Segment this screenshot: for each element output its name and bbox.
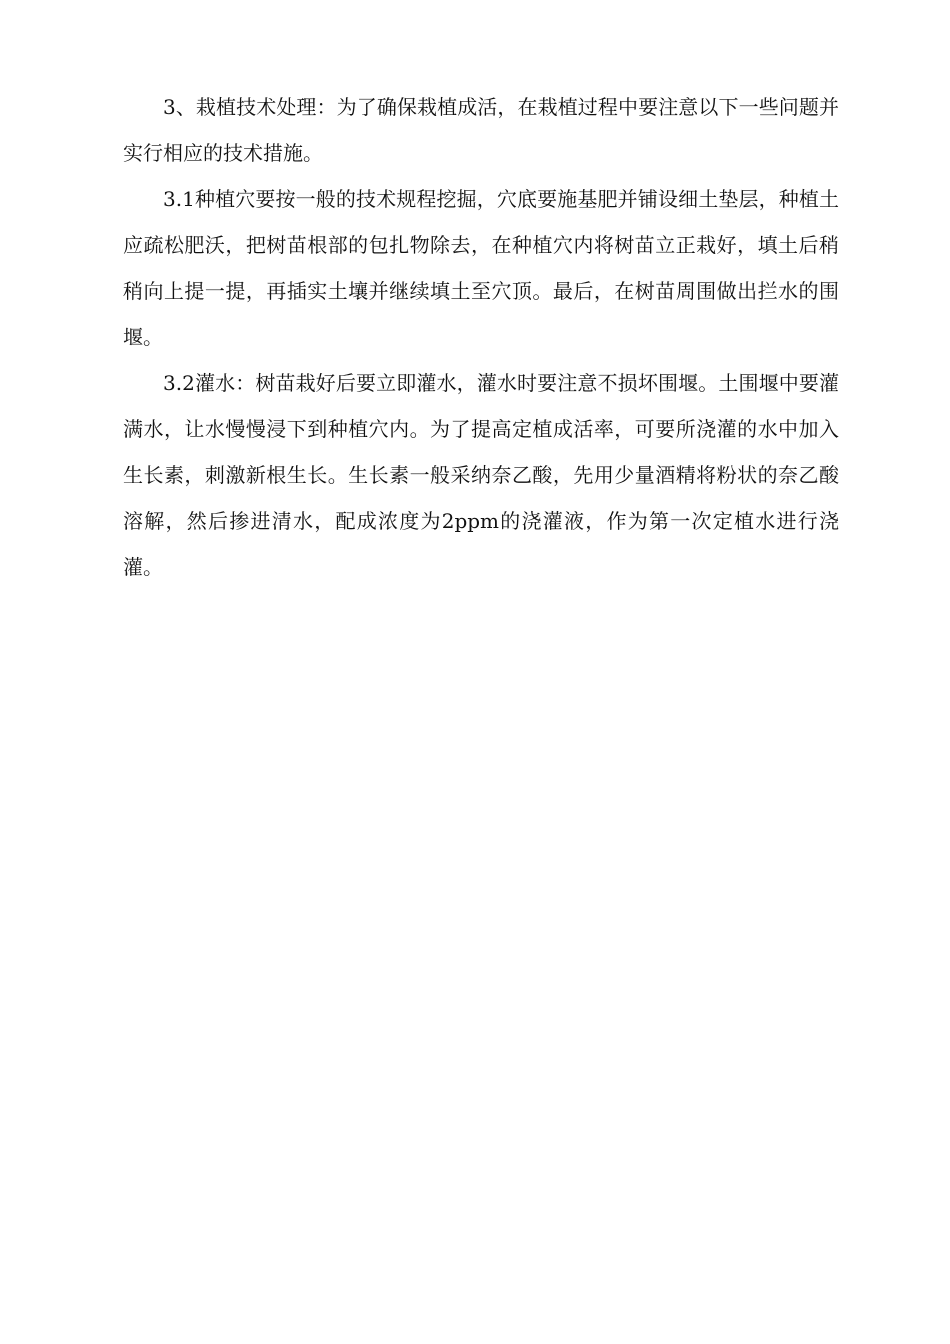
document-body xyxy=(123,84,839,590)
paragraph-watering: 3.2灌水：树苗栽好后要立即灌水，灌水时要注意不损坏围堰。土围堰中要灌满水，让水慢慢浸下到种植穴内。为了提高定植成活率，可要所浇灌的水中加入生长素，刺激新根生长。生长素一般采纳奈乙酸，先用少量酒精将粉状的奈乙酸溶解，然后掺进清水，配成浓度为2ppm的浇灌液，作为第一次定植水进行浇灌。 xyxy=(123,371,839,579)
paragraph-planting-techniques: 3、栽植技术处理：为了确保栽植成活，在栽植过程中要注意以下一些问题并实行相应的技术措施。 xyxy=(123,95,839,165)
paragraph-planting-pit: 3.1种植穴要按一般的技术规程挖掘，穴底要施基肥并铺设细土垫层，种植土应疏松肥沃，把树苗根部的包扎物除去，在种植穴内将树苗立正栽好，填土后稍稍向上提一提，再插实土壤并继续填土至穴顶。最后，在树苗周围做出拦水的围堰。 xyxy=(123,187,839,349)
